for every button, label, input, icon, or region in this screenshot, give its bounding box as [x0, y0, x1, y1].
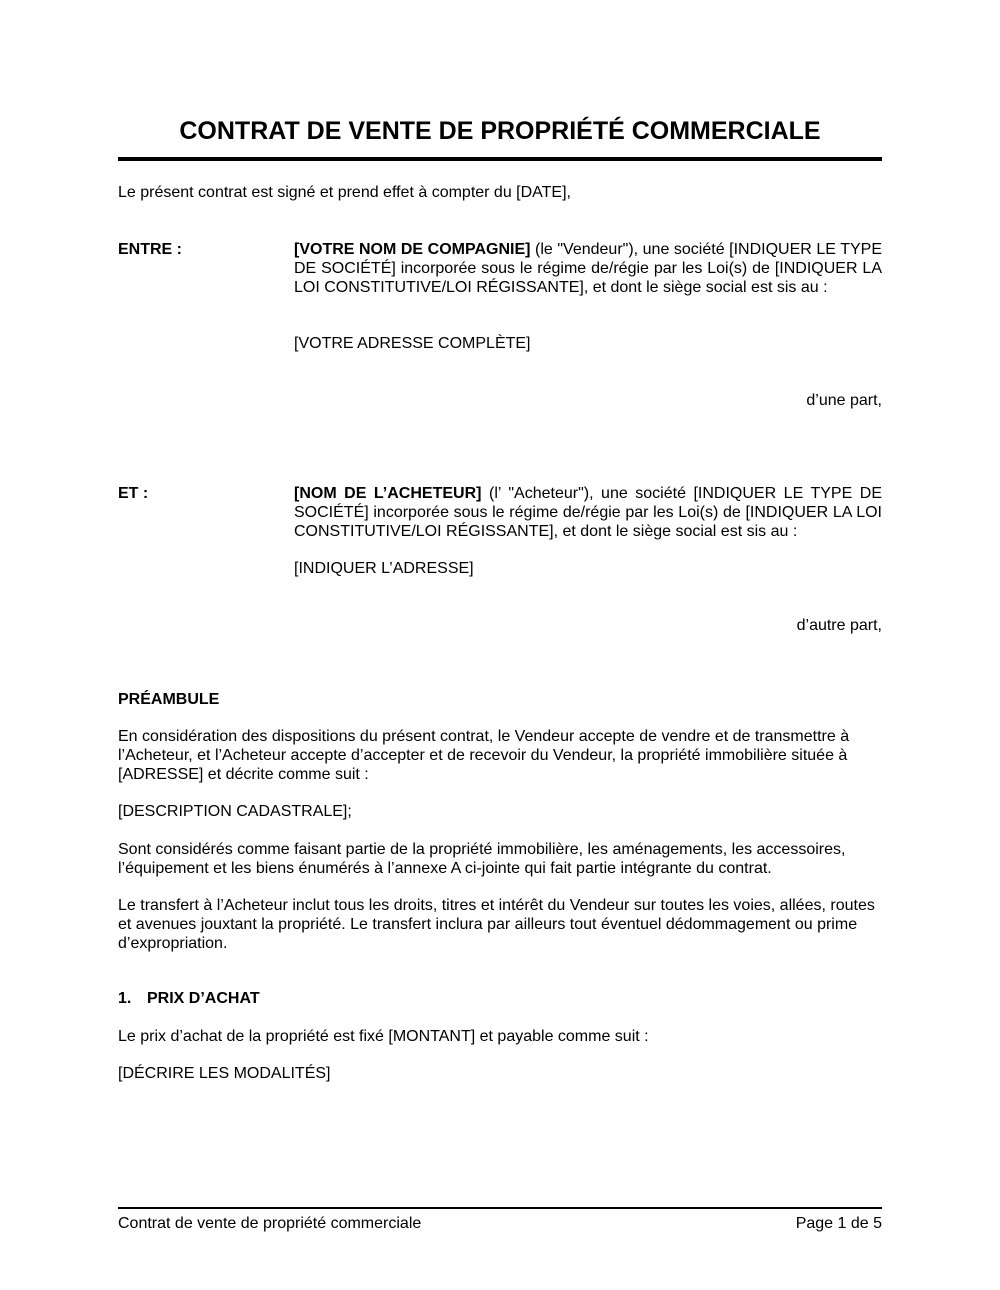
section-1-heading: PRIX D’ACHAT — [147, 990, 260, 1007]
preamble-paragraph-4: Le transfert à l’Acheteur inclut tous les droits, titres et intérêt du Vendeur sur toutes les voies, allées, routes et avenues jouxtant la propriété. Le transfert inclura par ailleurs tout éventuel dédommagement ou prime d’expropriation. — [118, 897, 875, 952]
seller-address: [VOTRE ADRESSE COMPLÈTE] — [294, 335, 531, 352]
footer-page-number: Page 1 de 5 — [795, 1215, 882, 1232]
buyer-address: [INDIQUER L’ADRESSE] — [294, 560, 474, 577]
seller-name: [VOTRE NOM DE COMPAGNIE] — [294, 241, 531, 258]
buyer-name: [NOM DE L’ACHETEUR] — [294, 485, 482, 502]
section-1-paragraph-2: [DÉCRIRE LES MODALITÉS] — [118, 1065, 331, 1082]
seller-description-text: (le "Vendeur"), une société [INDIQUER LE TYPE DE SOCIÉTÉ] incorporée sous le régime de/régie par les Loi(s) de [INDIQUER LA LOI CONSTITUTIVE/LOI RÉGISSANTE], et dont le siège social est sis au : — [294, 241, 882, 296]
buyer-description-text: (l’ "Acheteur"), une société [INDIQUER LE TYPE DE SOCIÉTÉ] incorporée sous le régime de/régie par les Loi(s) de [INDIQUER LA LOI CONSTITUTIVE/LOI RÉGISSANTE], et dont le siège social est sis au : — [294, 485, 883, 540]
title-divider — [118, 157, 882, 161]
section-1-number: 1. — [118, 990, 132, 1007]
seller-closing: d’une part, — [806, 392, 882, 409]
document-title: CONTRAT DE VENTE DE PROPRIÉTÉ COMMERCIALE — [179, 117, 821, 145]
buyer-closing: d’autre part, — [796, 617, 882, 634]
intro-paragraph: Le présent contrat est signé et prend effet à compter du [DATE], — [118, 184, 571, 201]
party-label-buyer: ET : — [118, 485, 149, 502]
preamble-paragraph-1: En considération des dispositions du présent contrat, le Vendeur accepte de vendre et de transmettre à l’Acheteur, et l’Acheteur accepte d’accepter et de recevoir du Vendeur, la propriété immobilière située à [ADRESSE] et décrite comme suit : — [118, 728, 850, 783]
page-footer — [118, 1214, 882, 1233]
preamble-paragraph-2: [DESCRIPTION CADASTRALE]; — [118, 803, 352, 820]
party-seller-description — [294, 240, 882, 297]
party-label-seller: ENTRE : — [118, 241, 182, 258]
party-buyer-description — [294, 484, 882, 541]
preamble-heading: PRÉAMBULE — [118, 691, 220, 708]
preamble-paragraph-3: Sont considérés comme faisant partie de la propriété immobilière, les aménagements, les accessoires, l’équipement et les biens énumérés à l’annexe A ci-jointe qui fait partie intégrante du contrat. — [118, 841, 846, 877]
footer-document-name: Contrat de vente de propriété commerciale — [118, 1215, 422, 1232]
footer-divider — [118, 1207, 882, 1209]
section-1-paragraph-1: Le prix d’achat de la propriété est fixé [MONTANT] et payable comme suit : — [118, 1028, 649, 1045]
